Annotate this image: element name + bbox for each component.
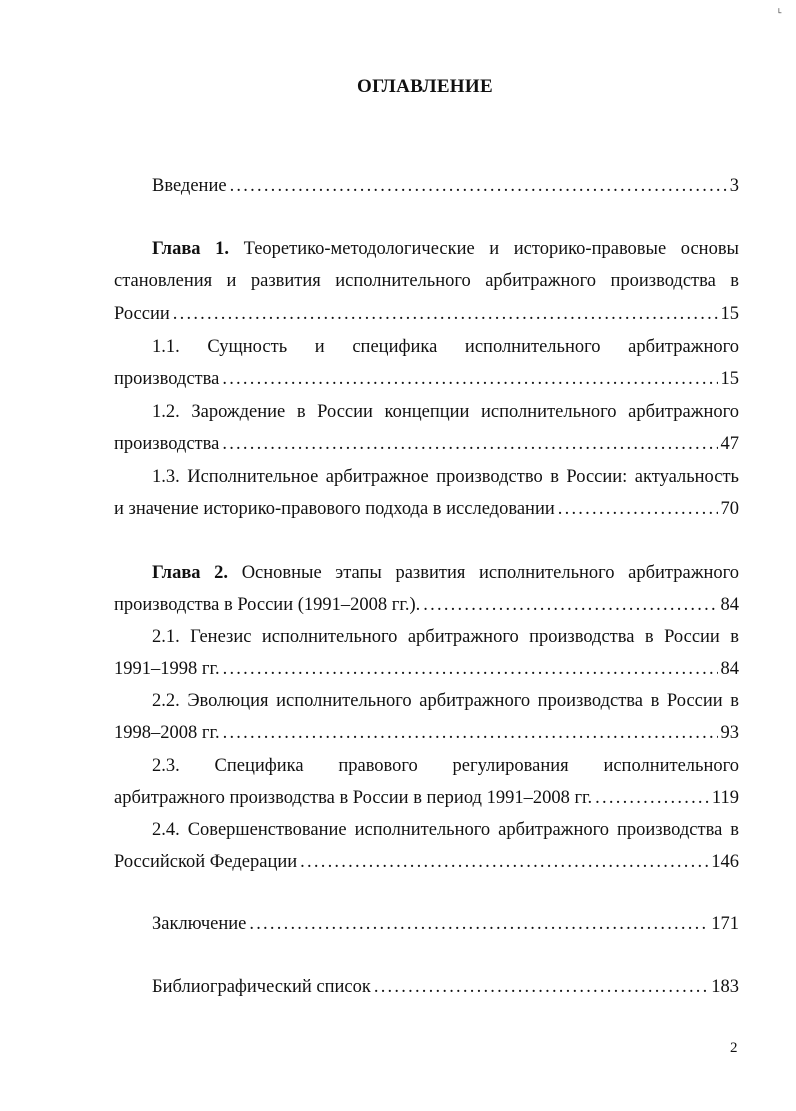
- chapter2-title-line2: производства в России (1991–2008 гг.).: [114, 595, 421, 615]
- page-number: 2: [730, 1040, 738, 1056]
- toc-section-1-3-line1[interactable]: [114, 465, 739, 489]
- dot-leader: [222, 367, 717, 391]
- toc-section-2-4-line2[interactable]: [114, 850, 739, 874]
- toc-conclusion-label: Заключение: [152, 914, 247, 934]
- toc-section-2-3-line1[interactable]: [114, 754, 739, 778]
- toc-bibliography-page: 183: [711, 977, 739, 997]
- chapter2-label: Глава 2.: [152, 563, 229, 583]
- toc-chapter1-line2[interactable]: [114, 269, 739, 293]
- dot-leader: [223, 657, 718, 681]
- section-2-2-line2: 1998–2008 гг.: [114, 723, 220, 743]
- section-2-4-page: 146: [711, 852, 739, 872]
- toc-section-2-4-line1[interactable]: [114, 818, 739, 842]
- corner-mark: ˪: [778, 2, 782, 16]
- toc-section-2-1-line2[interactable]: [114, 657, 739, 681]
- chapter1-page: 15: [720, 304, 739, 324]
- section-2-1-line1: 2.1. Генезис исполнительного арбитражного производства в России в: [152, 627, 739, 647]
- chapter2-title-line1: Основные этапы развития исполнительного арбитражного: [241, 563, 740, 583]
- toc-chapter2-line1[interactable]: [114, 561, 739, 585]
- section-1-3-line1: 1.3. Исполнительное арбитражное производство в России: актуальность: [152, 467, 739, 487]
- toc-section-1-2-line1[interactable]: [114, 400, 739, 424]
- chapter1-title-line3: России: [114, 304, 170, 324]
- dot-leader: [173, 302, 718, 326]
- section-2-3-line1: 2.3. Специфика правового регулирования исполнительного: [152, 756, 739, 776]
- toc-section-1-1-line1[interactable]: [114, 335, 739, 359]
- section-2-1-page: 84: [720, 659, 739, 679]
- section-2-2-line1: 2.2. Эволюция исполнительного арбитражного производства в России в: [152, 691, 739, 711]
- dot-leader: [249, 912, 708, 936]
- toc-bibliography[interactable]: [114, 975, 739, 999]
- toc-section-2-1-line1[interactable]: [114, 625, 739, 649]
- toc-conclusion[interactable]: [114, 912, 739, 936]
- toc-intro-page: 3: [729, 176, 739, 196]
- section-1-2-line1: 1.2. Зарождение в России концепции исполнительного арбитражного: [152, 402, 739, 422]
- section-1-3-page: 70: [720, 499, 739, 519]
- section-1-3-line2: и значение историко-правового подхода в исследовании: [114, 499, 555, 519]
- section-1-2-page: 47: [720, 434, 739, 454]
- section-1-1-line2: производства: [114, 369, 220, 389]
- dot-leader: [595, 786, 709, 810]
- section-2-3-page: 119: [711, 788, 739, 808]
- dot-leader: [300, 850, 708, 874]
- chapter2-page: 84: [720, 595, 739, 615]
- toc-section-2-2-line2[interactable]: [114, 721, 739, 745]
- section-2-4-line2: Российской Федерации: [114, 852, 298, 872]
- toc-section-1-2-line2[interactable]: [114, 432, 739, 456]
- dot-leader: [374, 975, 708, 999]
- section-1-2-line2: производства: [114, 434, 220, 454]
- dot-leader: [223, 721, 718, 745]
- dot-leader: [558, 497, 718, 521]
- toc-section-1-3-line2[interactable]: [114, 497, 739, 521]
- section-1-1-page: 15: [720, 369, 739, 389]
- section-2-1-line2: 1991–1998 гг.: [114, 659, 220, 679]
- dot-leader: [230, 174, 727, 198]
- toc-section-2-3-line2[interactable]: [114, 786, 739, 810]
- section-2-3-line2: арбитражного производства в России в период 1991–2008 гг.: [114, 788, 593, 808]
- page-title: ОГЛАВЛЕНИЕ: [357, 76, 493, 97]
- toc-chapter1-line3[interactable]: [114, 302, 739, 326]
- section-2-4-line1: 2.4. Совершенствование исполнительного арбитражного производства в: [152, 820, 739, 840]
- toc-section-2-2-line1[interactable]: [114, 689, 739, 713]
- toc-bibliography-label: Библиографический список: [152, 977, 371, 997]
- dot-leader: [423, 593, 717, 617]
- chapter1-title-line2: становления и развития исполнительного арбитражного производства в: [114, 271, 739, 291]
- section-1-1-line1: 1.1. Сущность и специфика исполнительного арбитражного: [152, 337, 739, 357]
- chapter1-label: Глава 1.: [152, 239, 230, 259]
- toc-intro-label: Введение: [152, 176, 227, 196]
- toc-chapter1-line1[interactable]: [114, 237, 739, 261]
- toc-chapter2-line2[interactable]: [114, 593, 739, 617]
- toc-intro[interactable]: [114, 174, 739, 198]
- toc-conclusion-page: 171: [711, 914, 739, 934]
- section-2-2-page: 93: [720, 723, 739, 743]
- toc-section-1-1-line2[interactable]: [114, 367, 739, 391]
- chapter1-title-line1: Теоретико-методологические и историко-правовые основы: [243, 239, 739, 259]
- dot-leader: [222, 432, 717, 456]
